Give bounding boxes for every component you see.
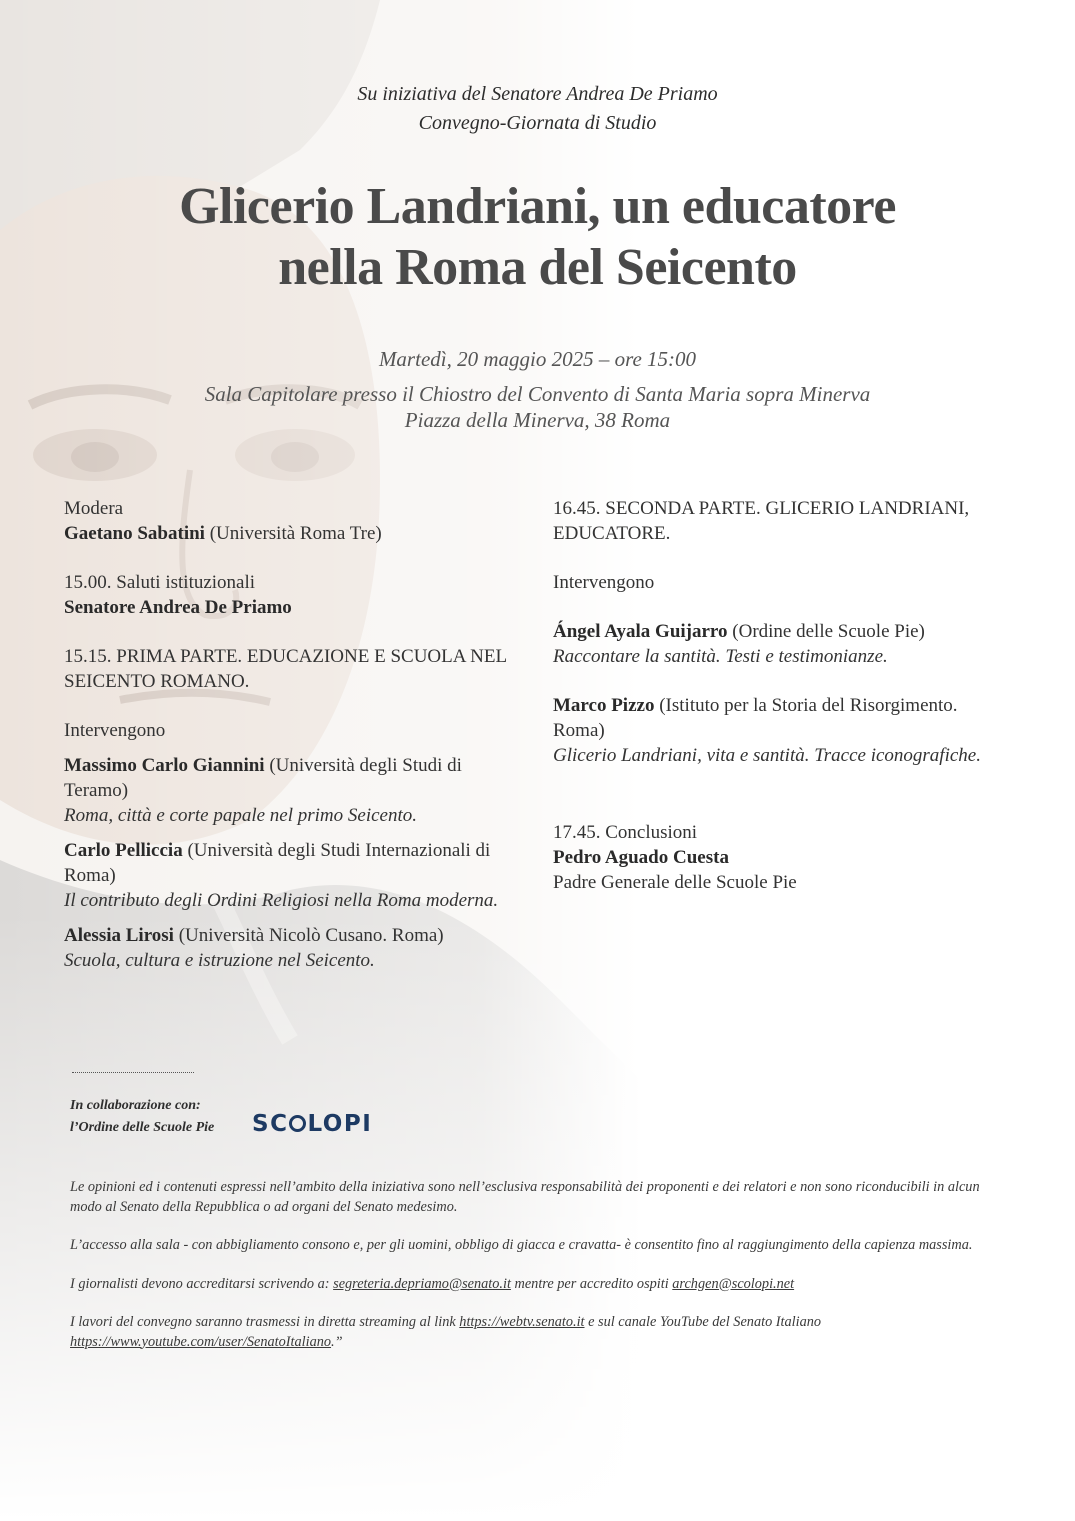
- header: [0, 80, 1075, 138]
- speaker-affiliation: (Ordine delle Scuole Pie): [727, 621, 925, 642]
- scolopi-logo: SC LOPI: [252, 1111, 373, 1137]
- initiative-line: Su iniziativa del Senatore Andrea De Priamo: [357, 83, 718, 105]
- moderator-affiliation: (Università Roma Tre): [204, 523, 382, 544]
- speaker-affiliation: (Università degli Studi Internazionali di Roma): [64, 840, 491, 886]
- talk-title: Scuola, cultura e istruzione nel Seicento.: [64, 950, 375, 971]
- talk-title: Raccontare la santità. Testi e testimonianze.: [553, 646, 888, 667]
- title-line-1: Glicerio Landriani, un educatore: [179, 178, 896, 235]
- speaker-entry: [64, 753, 524, 828]
- logo-circle-icon: [289, 1115, 306, 1132]
- guest-email-link[interactable]: archgen@scolopi.net: [672, 1275, 795, 1292]
- speaker-affiliation: (Università Nicolò Cusano. Roma): [173, 925, 444, 946]
- speaker-name: Massimo Carlo Giannini: [64, 755, 265, 776]
- moderator: [64, 521, 524, 546]
- part-one-title: 15.15. PRIMA PARTE. EDUCAZIONE E SCUOLA NEL SEICENTO ROMANO.: [64, 646, 507, 692]
- speaker-entry: [553, 619, 993, 669]
- moderator-name: Gaetano Sabatini: [64, 523, 205, 544]
- collaboration-partner: l’Ordine delle Scuole Pie: [70, 1120, 215, 1135]
- greetings-speaker: Senatore Andrea De Priamo: [64, 597, 292, 618]
- youtube-link[interactable]: https://www.youtube.com/user/SenatoItaliano: [70, 1333, 332, 1350]
- event-address: Piazza della Minerva, 38 Roma: [404, 408, 671, 432]
- event-venue: Sala Capitolare presso il Chiostro del Convento di Santa Maria sopra Minerva: [204, 382, 871, 406]
- collaboration-label: In collaborazione con:: [70, 1098, 201, 1113]
- speaker-name: Carlo Pelliccia: [64, 840, 183, 861]
- title-line-2: nella Roma del Seicento: [278, 239, 797, 296]
- note-accreditation: I giornalisti devono accreditarsi scrivendo a: segreteria.depriamo@senato.it mentre per accredito ospiti archgen@scolopi.net: [70, 1275, 795, 1292]
- talk-title: Glicerio Landriani, vita e santità. Tracce iconografiche.: [553, 745, 981, 766]
- note-dress-code: L’accesso alla sala - con abbigliamento consono e, per gli uomini, obbligo di giacca e cravatta- è consentito fino al raggiungimento della capienza massima.: [70, 1237, 973, 1253]
- speaker-name: Ángel Ayala Guijarro: [553, 621, 728, 642]
- speaker-affiliation: (Istituto per la Storia del Risorgimento. Roma): [553, 695, 958, 741]
- press-email-link[interactable]: segreteria.depriamo@senato.it: [333, 1275, 511, 1292]
- program-right-column: [553, 496, 993, 919]
- conclusions-role: Padre Generale delle Scuole Pie: [553, 872, 797, 893]
- speaker-name: Marco Pizzo: [553, 695, 655, 716]
- note-responsibility: Le opinioni ed i contenuti espressi nell’ambito della iniziativa sono nell’esclusiva responsabilità dei proponenti e dei relatori e non sono riconducibili in alcun modo al Senato della Repubblica o ad organi del Senato medesimo.: [70, 1179, 980, 1215]
- speaker-entry: [64, 923, 524, 973]
- moderator-label: Modera: [64, 498, 124, 519]
- talk-title: Roma, città e corte papale nel primo Seicento.: [64, 805, 417, 826]
- speakers-label: Intervengono: [64, 720, 166, 741]
- speaker-entry: [553, 693, 993, 768]
- note-streaming: I lavori del convegno saranno trasmessi in diretta streaming al link https://webtv.senato.it e sul canale YouTube del Senato Italiano https://www.youtube.com/user/SenatoItaliano.”: [70, 1314, 822, 1350]
- program-left-column: [64, 496, 524, 983]
- divider: [72, 1072, 194, 1073]
- collaboration: [70, 1095, 214, 1139]
- webtv-link[interactable]: https://webtv.senato.it: [459, 1314, 585, 1330]
- event-type-line: Convegno-Giornata di Studio: [418, 112, 657, 134]
- speaker-name: Alessia Lirosi: [64, 925, 174, 946]
- speakers-label: Intervengono: [553, 572, 655, 593]
- conclusions-title: 17.45. Conclusioni: [553, 822, 698, 843]
- part-two-title: 16.45. SECONDA PARTE. GLICERIO LANDRIANI, EDUCATORE.: [553, 498, 970, 544]
- conclusions-speaker: Pedro Aguado Cuesta: [553, 847, 729, 868]
- disclaimer-notes: [70, 1178, 1005, 1371]
- page-title: [0, 176, 1075, 298]
- event-info: [0, 346, 1075, 433]
- speaker-entry: [64, 838, 524, 913]
- greetings-title: 15.00. Saluti istituzionali: [64, 572, 256, 593]
- speaker-affiliation: (Università degli Studi di Teramo): [64, 755, 462, 801]
- talk-title: Il contributo degli Ordini Religiosi nella Roma moderna.: [64, 890, 499, 911]
- event-date: Martedì, 20 maggio 2025 – ore 15:00: [378, 347, 697, 371]
